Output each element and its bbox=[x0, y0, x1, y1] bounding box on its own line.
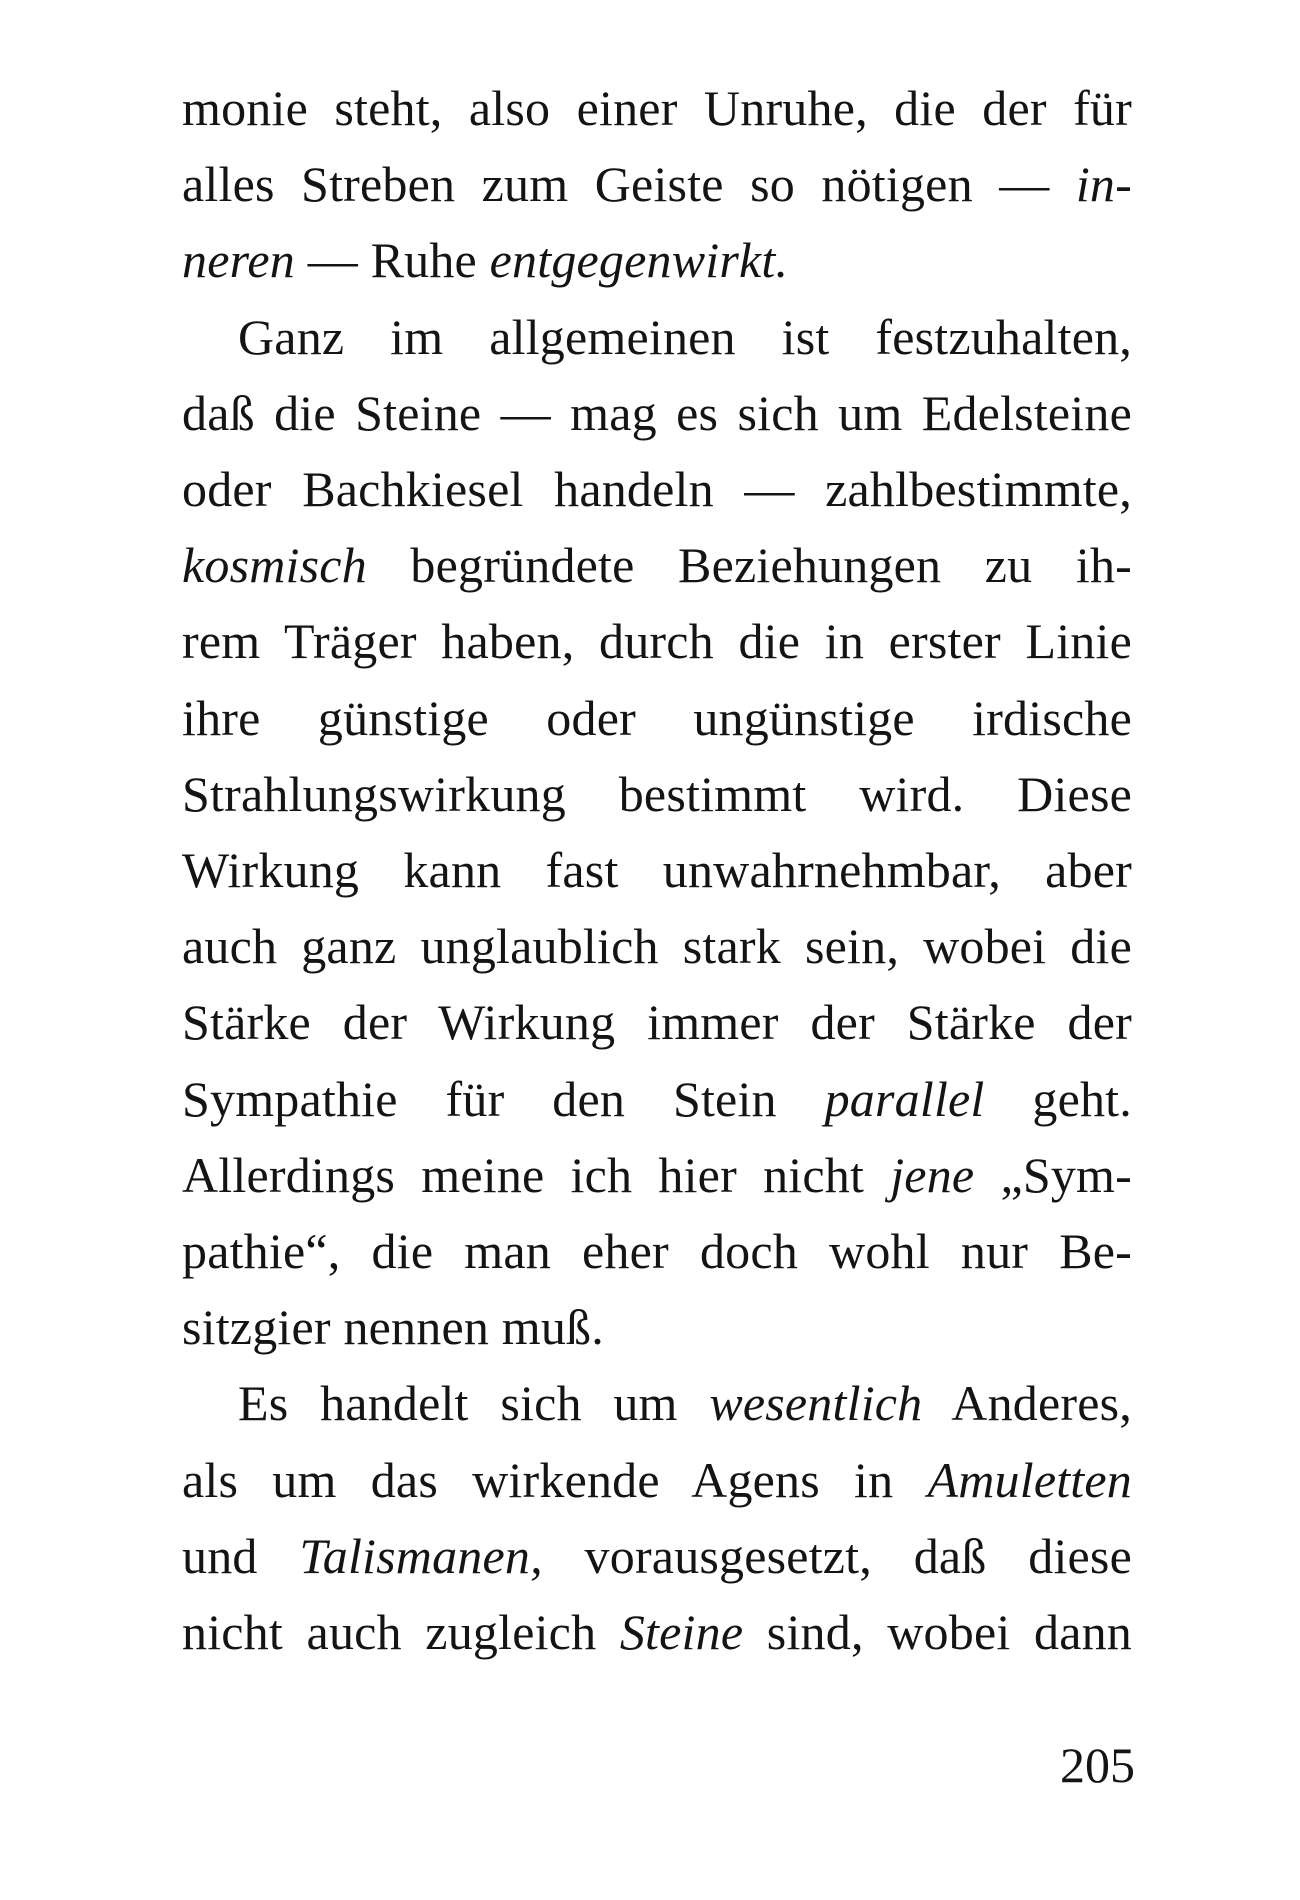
plain-text: Stärke der Wirkung immer der Stärke der bbox=[182, 994, 1132, 1051]
plain-text: vorausgesetzt, daß diese bbox=[542, 1527, 1132, 1584]
text-line bbox=[182, 1135, 1132, 1215]
plain-text: nicht auch zugleich bbox=[182, 1604, 620, 1660]
plain-text: „Sym- bbox=[974, 1146, 1132, 1203]
text-line bbox=[182, 906, 1132, 986]
text-line bbox=[238, 297, 1132, 377]
plain-text: ihre günstige oder ungünstige irdische bbox=[182, 689, 1132, 746]
text-line bbox=[182, 1440, 1132, 1520]
emphasis-text: jene bbox=[890, 1146, 975, 1203]
plain-text: als um das wirkende Agens in bbox=[182, 1451, 928, 1508]
emphasis-text: Amuletten bbox=[927, 1451, 1132, 1508]
emphasis-text: kosmisch bbox=[182, 537, 367, 594]
plain-text: oder Bachkiesel handeln — zahlbestimmte, bbox=[182, 461, 1132, 517]
plain-text: monie steht, also einer Unruhe, die der für bbox=[182, 80, 1132, 136]
plain-text: — Ruhe bbox=[295, 232, 490, 289]
text-line bbox=[238, 1363, 1132, 1443]
emphasis-text: entgegenwirkt. bbox=[489, 232, 789, 289]
plain-text: Sympathie für den Stein bbox=[182, 1070, 825, 1127]
plain-text: Anderes, bbox=[922, 1375, 1132, 1432]
text-line bbox=[182, 1059, 1132, 1139]
text-line bbox=[182, 754, 1132, 834]
text-line bbox=[182, 1211, 1132, 1291]
text-line bbox=[182, 1592, 1132, 1672]
text-line bbox=[182, 68, 1132, 148]
plain-text: sind, wobei dann bbox=[743, 1604, 1132, 1660]
plain-text: Wirkung kann fast unwahrnehmbar, aber bbox=[182, 842, 1132, 898]
plain-text: rem Träger haben, durch die in erster Linie bbox=[182, 613, 1132, 670]
text-line bbox=[182, 1516, 1132, 1596]
plain-text: und bbox=[182, 1527, 300, 1584]
emphasis-text: wesentlich bbox=[709, 1375, 923, 1432]
plain-text: geht. bbox=[984, 1070, 1132, 1127]
emphasis-text: Steine bbox=[619, 1604, 744, 1660]
text-line bbox=[182, 1287, 1132, 1367]
plain-text: begründete Beziehungen zu ih- bbox=[366, 537, 1132, 594]
plain-text: alles Streben zum Geiste so nötigen — bbox=[182, 156, 1076, 213]
plain-text: Allerdings meine ich hier nicht bbox=[182, 1146, 891, 1203]
text-line bbox=[182, 373, 1132, 453]
plain-text: pathie“, die man eher doch wohl nur Be- bbox=[182, 1223, 1132, 1279]
page-number: 205 bbox=[1060, 1737, 1135, 1793]
text-line bbox=[182, 525, 1132, 605]
text-line bbox=[182, 982, 1132, 1062]
emphasis-text: Talismanen, bbox=[299, 1527, 543, 1584]
plain-text: Ganz im allgemeinen ist festzuhalten, bbox=[238, 308, 1132, 365]
plain-text: sitzgier nennen muß. bbox=[182, 1299, 604, 1356]
text-line bbox=[182, 220, 1132, 300]
plain-text: Strahlungswirkung bestimmt wird. Diese bbox=[182, 765, 1132, 822]
plain-text: auch ganz unglaublich stark sein, wobei die bbox=[182, 918, 1132, 975]
emphasis-text: parallel bbox=[824, 1070, 985, 1127]
text-line bbox=[182, 678, 1132, 758]
plain-text: daß die Steine — mag es sich um Edelsteine bbox=[182, 384, 1132, 441]
text-line bbox=[182, 449, 1132, 529]
emphasis-text: in- bbox=[1075, 156, 1132, 213]
plain-text: Es handelt sich um bbox=[238, 1375, 710, 1432]
text-line bbox=[182, 144, 1132, 224]
text-line bbox=[182, 830, 1132, 910]
text-line bbox=[182, 601, 1132, 681]
emphasis-text: neren bbox=[182, 232, 295, 289]
